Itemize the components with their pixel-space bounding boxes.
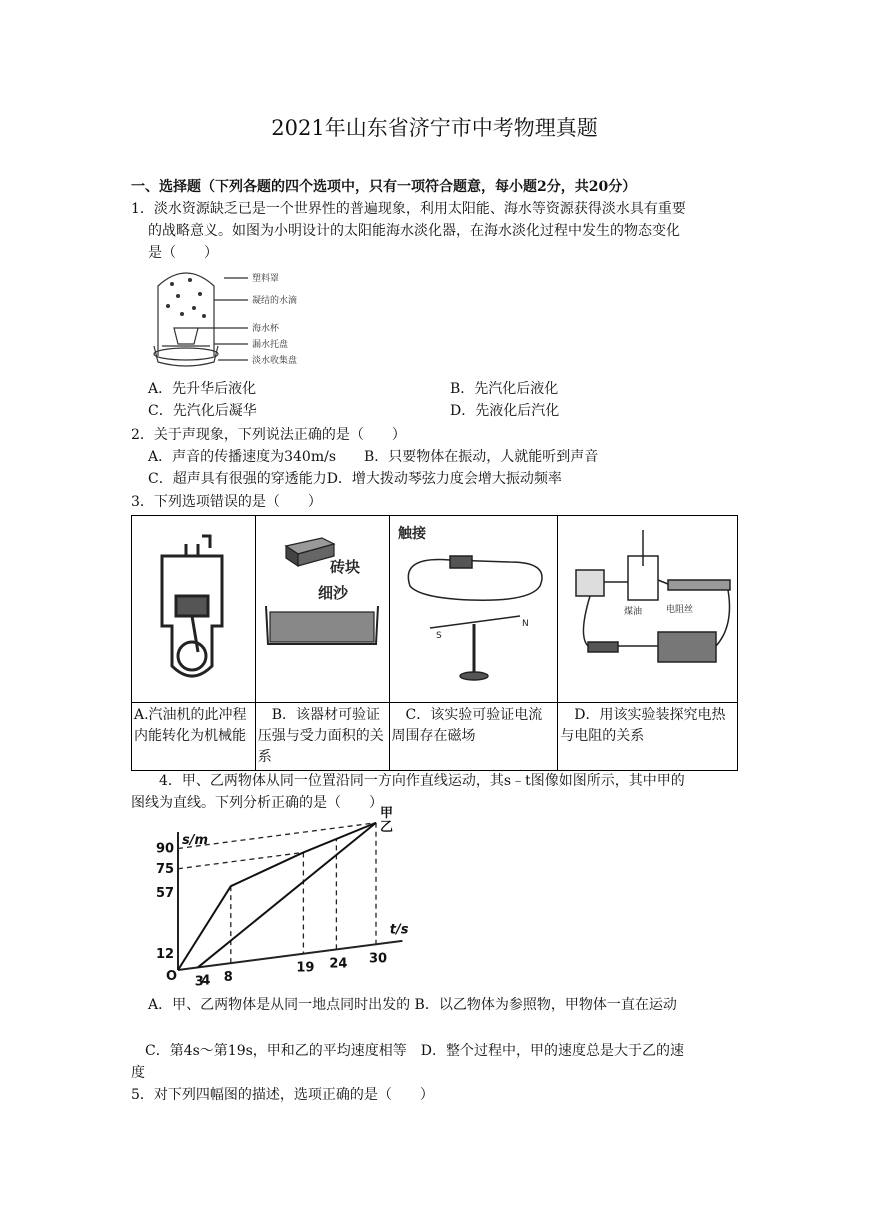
q3-table [131,515,738,771]
x-tick-label: 19 [296,960,315,976]
y-axis-label: s/m [182,833,209,848]
q3-image-d [558,516,738,703]
q2-stem: 2．关于声现象，下列说法正确的是（ ） [131,427,406,443]
y-tick-label: 75 [156,861,175,877]
label-water-drops: 凝结的水滴 [252,296,298,306]
label-n-pole: N [521,619,529,629]
x-tick-label: 30 [369,951,388,967]
q4-stem-line2: 图线为直线。下列分析正确的是（ ） [131,795,383,811]
x-tick-label: 24 [329,956,348,972]
q4-stem-line1: 4．甲、乙两物体从同一位置沿同一方向作直线运动，其s﹣t图像如图所示，其中甲的 [131,773,685,789]
x-tick-label: 3 [194,974,204,990]
q3-image-a [132,516,256,703]
y-tick-label: 12 [156,946,175,962]
q4-options-line1: A．甲、乙两物体是从同一地点同时出发的 B．以乙物体为参照物，甲物体一直在运动 [148,997,677,1013]
q3-stem: 3．下列选项错误的是（ ） [131,494,322,510]
oersted-figure [390,516,557,698]
q1-stem-line2: 的战略意义。如图为小明设计的太阳能海水淡化器，在海水淡化过程中发生的物态变化 [148,223,680,239]
label-sand: 细沙 [317,584,348,602]
q1-stem-line3: 是（ ） [148,245,218,261]
engine-figure [132,516,254,698]
q2-options-line2: C．超声具有很强的穿透能力D．增大拨动琴弦力度会增大振动频率 [148,471,562,487]
series-label-jia: 甲 [380,805,394,821]
solar-desalinator-figure [148,266,318,374]
label-s-pole: S [435,631,442,641]
q1-option-c: C．先汽化后凝华 [148,403,257,419]
q4-options-line2: C．第4s～第19s，甲和乙的平均速度相等 D．整个过程中，甲的速度总是大于乙的速 [131,1043,685,1059]
section-heading: 一、选择题（下列各题的四个选项中，只有一项符合题意，每小题2分，共20分） [131,179,637,195]
label-seawater-cup: 海水杯 [252,324,280,334]
q3-caption-a: A.汽油机的此冲程内能转化为机械能 [132,703,256,771]
x-axis-label: t/s [389,922,409,938]
brick-sand-figure [256,516,388,698]
x-tick-label: 8 [223,970,233,986]
q2-options-line1: A．声音的传播速度为340m/s B．只要物体在振动，人就能听到声音 [148,449,599,465]
q5-stem: 5．对下列四幅图的描述，选项正确的是（ ） [131,1087,434,1103]
q3-image-b [255,516,389,703]
q4-options-line3: 度 [131,1065,145,1081]
q1-stem-line1: 1．淡水资源缺乏已是一个世界性的普遍现象，利用太阳能、海水等资源获得淡水具有重要 [131,201,686,217]
freshwater-collector [154,346,218,366]
collector-tray [154,348,218,360]
q3-caption-b: B．该器材可验证压强与受力面积的关系 [255,703,389,771]
q3-caption-d: D．用该实验装探究电热与电阻的关系 [558,703,738,771]
label-resistance-wire: 电阻丝 [666,605,694,615]
label-collector: 淡水收集盘 [252,356,298,366]
q1-option-d: D．先液化后汽化 [450,403,560,419]
y-tick-label: 90 [156,841,175,857]
q1-option-b: B．先汽化后液化 [450,381,559,397]
label-plastic-cover: 塑料罩 [252,274,280,284]
label-tray: 漏水托盘 [252,340,289,350]
q3-image-c [389,516,558,703]
joule-heating-figure [558,516,736,698]
series-label-yi: 乙 [380,819,394,835]
label-touch: 触接 [397,526,426,542]
x-tick-label: 4 [201,973,211,989]
q1-option-a: A．先升华后液化 [148,381,257,397]
origin-label: O [166,969,178,984]
page-title: 2021年山东省济宁市中考物理真题 [271,116,598,140]
seawater-cup [174,328,198,344]
y-tick-label: 57 [156,886,175,902]
q3-caption-c: C．该实验可验证电流周围存在磁场 [389,703,558,771]
label-kerosene: 煤油 [624,607,643,617]
st-graph [150,805,410,990]
label-brick: 砖块 [329,558,360,576]
